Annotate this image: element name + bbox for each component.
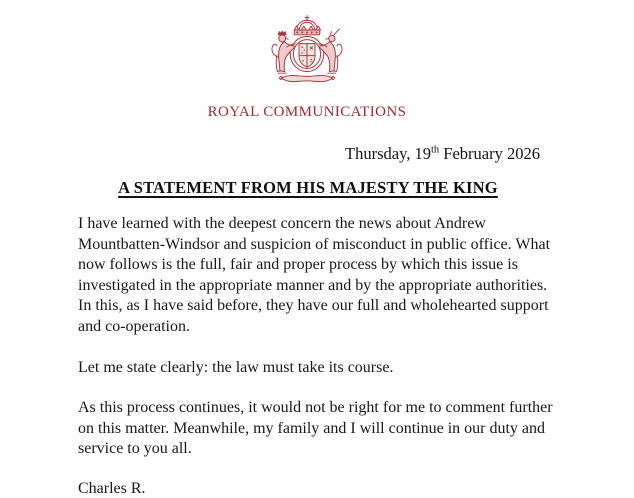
date-suffix: February 2026 (439, 144, 540, 163)
signature-line: Charles R. (78, 479, 146, 497)
date-ordinal-superscript: th (431, 144, 440, 156)
statement-paragraph-1: I have learned with the deepest concern the news about Andrew Mountbatten-Windsor and suspicion of misconduct in public office. What now follows is the full, fair and proper process by which this issue is investigated in the appropriate manner and by the appropriate authorities. In this, as I have said before, they have our full and wholehearted support and co-operation. (78, 215, 551, 335)
letterhead (0, 0, 624, 121)
statement-headline: A STATEMENT FROM HIS MAJESTY THE KING (118, 178, 498, 197)
royal-coat-of-arms-icon (254, 14, 360, 94)
statement-paragraph-3: As this process continues, it would not be right for me to comment further on this matter. Meanwhile, my family and I will continue in our duty and service to you all. (78, 399, 553, 458)
statement-paragraph-2: Let me state clearly: the law must take its course. (78, 358, 394, 376)
date-line (0, 144, 634, 164)
date-prefix: Thursday, 19 (345, 144, 431, 163)
statement-body (0, 214, 558, 460)
organization-name: ROYAL COMMUNICATIONS (207, 104, 407, 120)
